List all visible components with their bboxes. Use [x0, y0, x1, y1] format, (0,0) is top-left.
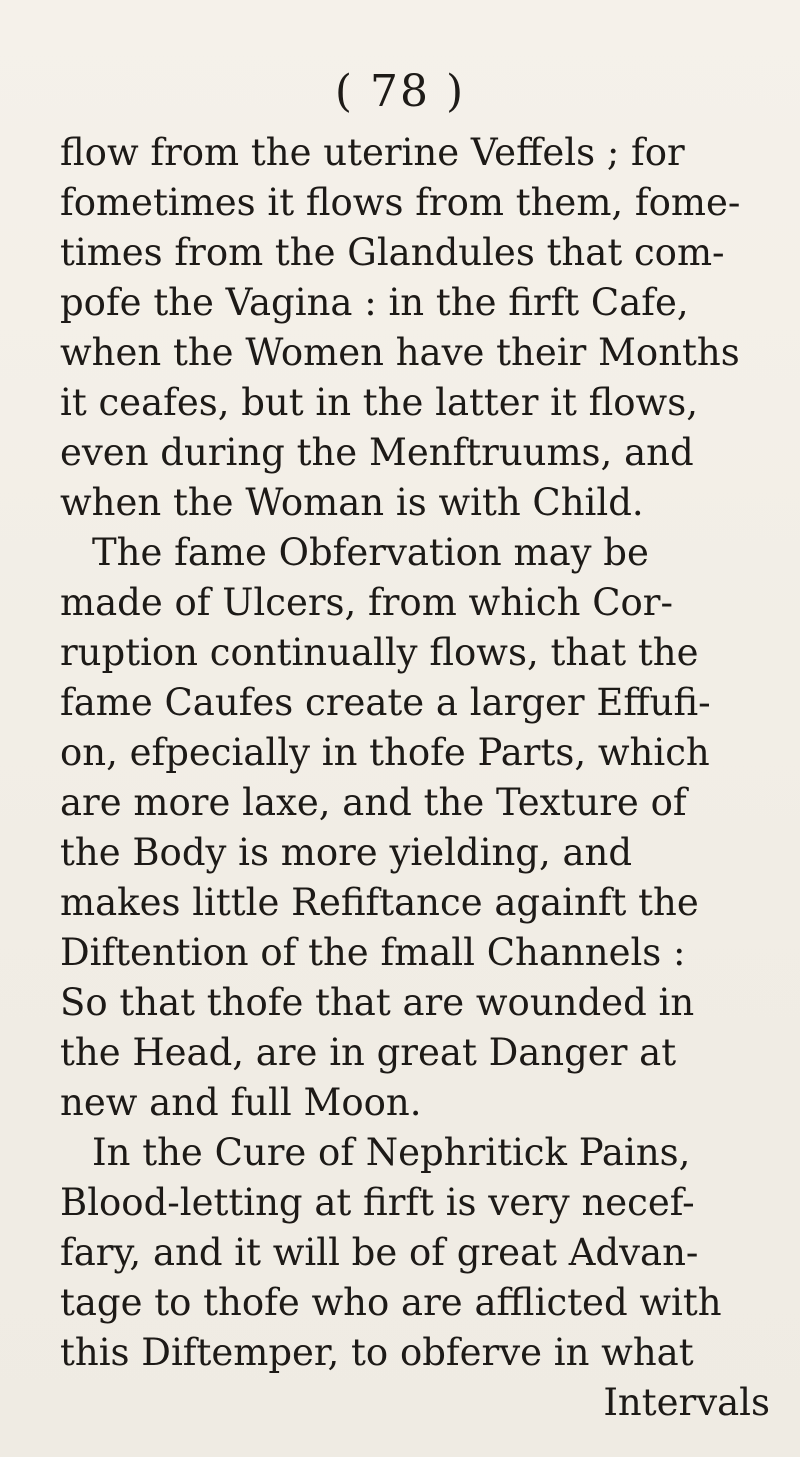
text-line: the Head, are in great Danger at — [60, 1031, 677, 1074]
text-line: it ceafes, but in the latter it flows, — [60, 381, 698, 424]
text-line: the Body is more yielding, and — [60, 831, 633, 874]
text-line: fometimes it flows from them, fome- — [60, 181, 741, 224]
text-line: flow from the uterine Veffels ; for — [60, 131, 685, 174]
text-line: So that thofe that are wounded in — [60, 981, 695, 1024]
text-line: Intervals — [603, 1381, 770, 1424]
text-line: on, efpecially in thofe Parts, which — [60, 731, 710, 774]
text-line: fame Caufes create a larger Effufi- — [60, 681, 711, 724]
text-line: are more laxe, and the Texture of — [60, 781, 687, 824]
text-line: ruption continually flows, that the — [60, 631, 699, 674]
text-line: even during the Menftruums, and — [60, 431, 694, 474]
text-line: new and full Moon. — [60, 1081, 422, 1124]
text-line: when the Woman is with Child. — [60, 481, 644, 524]
text-line: this Diftemper, to obferve in what — [60, 1331, 694, 1374]
text-line: pofe the Vagina : in the firft Cafe, — [60, 281, 689, 324]
page-number: ( 78 ) — [334, 66, 466, 117]
text-line: Blood-letting at firft is very necef- — [60, 1181, 695, 1224]
text-line: when the Women have their Months — [60, 331, 740, 374]
text-line: The fame Obfervation may be — [92, 531, 649, 574]
text-line: times from the Glandules that com- — [60, 231, 725, 274]
text-line: makes little Refiftance againft the — [60, 881, 699, 924]
text-line: fary, and it will be of great Advan- — [60, 1231, 699, 1274]
text-line: tage to thofe who are afflicted with — [60, 1281, 722, 1324]
text-line: made of Ulcers, from which Cor- — [60, 581, 673, 624]
text-line: Diftention of the fmall Channels : — [60, 931, 686, 974]
text-line: In the Cure of Nephritick Pains, — [92, 1131, 691, 1174]
